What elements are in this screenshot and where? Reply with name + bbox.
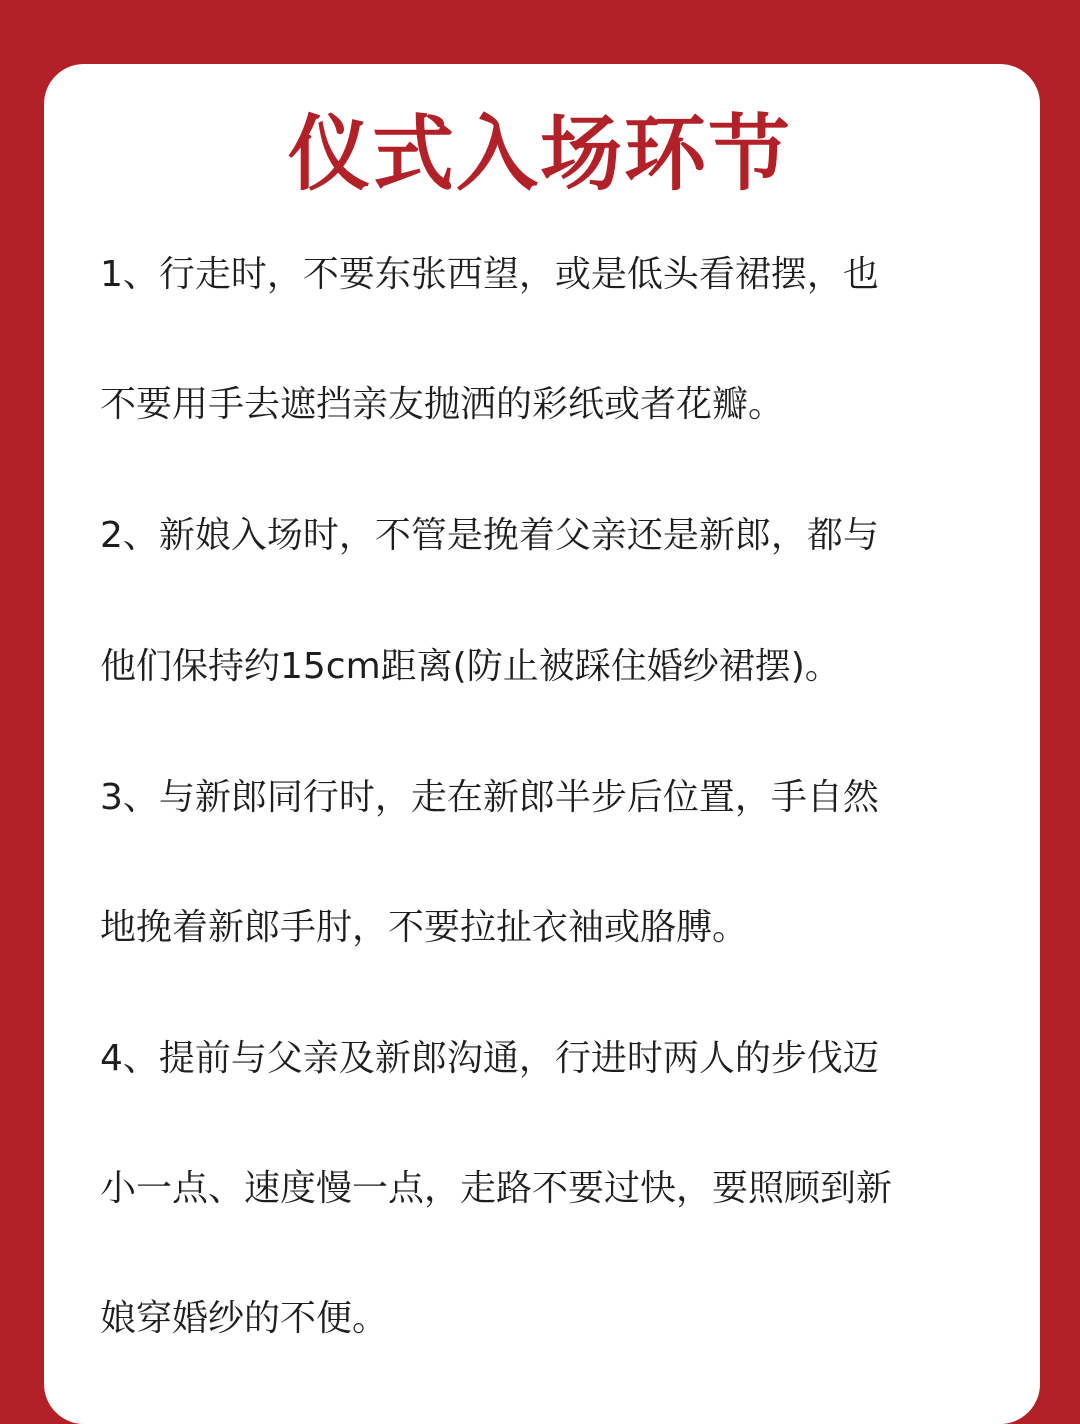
- item-1-line-1: 1、行走时，不要东张西望，或是低头看裙摆，也: [100, 254, 879, 295]
- item-4-line-2: 小一点、速度慢一点，走路不要过快，要照顾到新: [100, 1168, 893, 1209]
- item-3-line-2: 地挽着新郎手肘，不要拉扯衣袖或胳膊。: [100, 907, 749, 948]
- item-4-line-1: 4、提前与父亲及新郎沟通，行进时两人的步伐迈: [100, 1038, 879, 1079]
- item-1-line-2: 不要用手去遮挡亲友抛洒的彩纸或者花瓣。: [100, 384, 785, 425]
- page-title: 仪式入场环节: [287, 107, 792, 202]
- item-2-line-1: 2、新娘入场时，不管是挽着父亲还是新郎，都与: [100, 515, 879, 556]
- item-4-line-3: 娘穿婚纱的不便。: [100, 1298, 389, 1339]
- item-3-line-1: 3、与新郎同行时，走在新郎半步后位置，手自然: [100, 777, 879, 818]
- item-2-line-2: 他们保持约15cm距离(防止被踩住婚纱裙摆)。: [100, 646, 841, 687]
